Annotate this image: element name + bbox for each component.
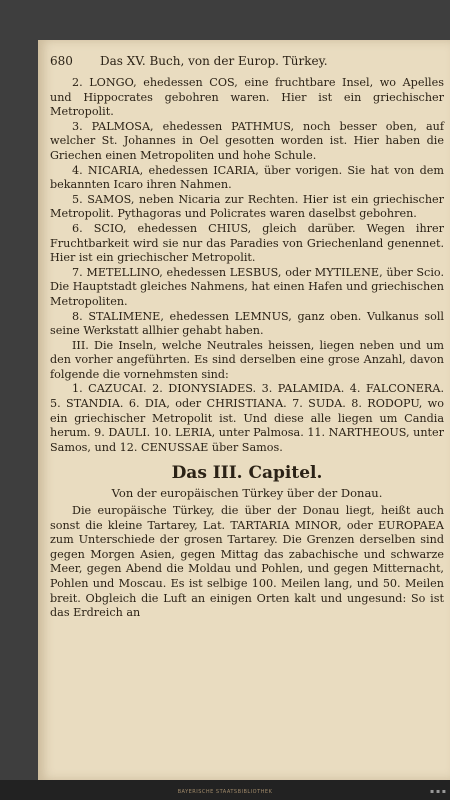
paragraph: 2. LONGO, ehedessen COS, eine fruchtbare Insel, wo Apelles und Hippocrates gebohren waren. Hier ist ein griechischer Metropolit. bbox=[50, 76, 444, 119]
paragraph: 3. PALMOSA, ehedessen PATHMUS, noch besser oben, auf welcher St. Johannes in Oel gesotten worden ist. Hier haben die Griechen einen Metropoliten und hohe Schule. bbox=[50, 119, 444, 162]
paragraph: Die europäische Türkey, die über der Donau liegt, heißt auch sonst die kleine Tartarey, Lat. TARTARIA MINOR, oder EUROPAEA zum Unterschiede der grosen Tartarey. Die Grenzen derselben sind gegen Morgen Asien, gegen Mittag das zabachische und schwarze Meer, gegen Abend die Moldau und Pohlen, und gegen Mitternacht, Pohlen und Moscau. Es ist selbige 100. Meilen lang, und 50. Meilen breit. Obgleich die Luft an einigen Orten kalt und ungesund: So ist das Erdreich an bbox=[50, 504, 444, 620]
running-head bbox=[50, 52, 444, 76]
paragraph: 6. SCIO, ehedessen CHIUS, gleich darüber. Wegen ihrer Fruchtbarkeit wird sie nur das Paradies von Griechenland genennet. Hier ist ein griechischer Metropolit. bbox=[50, 221, 444, 265]
logo-icon: ▪ ▪ ▪ bbox=[429, 788, 446, 795]
paragraph: III. Die Inseln, welche Neutrales heissen, liegen neben und um den vorher angeführten. Es sind derselben eine grose Anzahl, davon folgende die vornehmsten sind: bbox=[50, 338, 444, 381]
page-number: 680 bbox=[50, 54, 73, 68]
footer-credit: BAYERISCHE STAATSBIBLIOTHEK bbox=[177, 789, 273, 795]
paragraph: 8. STALIMENE, ehedessen LEMNUS, ganz oben. Vulkanus soll seine Werkstatt allhier gehabt haben. bbox=[50, 309, 444, 338]
island-list: 1. CAZUCAI. 2. DIONYSIADES. 3. PALAMIDA. 4. FALCONERA. 5. STANDIA. 6. DIA, oder CHRISTIANA. 7. SUDA. 8. RODOPU, wo ein griechischer Metropolit ist. Und diese alle liegen um Candia herum. 9. DAULI. 10. LERIA, unter Palmosa. 11. NARTHEOUS, unter Samos, und 12. CENUSSAE über Samos. bbox=[50, 382, 444, 454]
chapter-subtitle: Von der europäischen Türkey über der Donau. bbox=[111, 486, 383, 501]
paragraph: 5. SAMOS, neben Nicaria zur Rechten. Hier ist ein griechischer Metropolit. Pythagoras und Policrates waren daselbst gebohren. bbox=[50, 192, 444, 221]
paragraph: 7. METELLINO, ehedessen LESBUS, oder MYTILENE, über Scio. Die Hauptstadt gleiches Nahmens, hat einen Hafen und griechischen Metropoliten. bbox=[50, 265, 444, 308]
running-title: Das XV. Buch, von der Europ. Türkey. bbox=[100, 54, 328, 68]
chapter-heading: Das III. Capitel. bbox=[171, 463, 323, 484]
paragraph: 4. NICARIA, ehedessen ICARIA, über vorigen. Sie hat von dem bekannten Icaro ihren Nahmen. bbox=[50, 163, 444, 192]
page-text bbox=[50, 52, 444, 621]
